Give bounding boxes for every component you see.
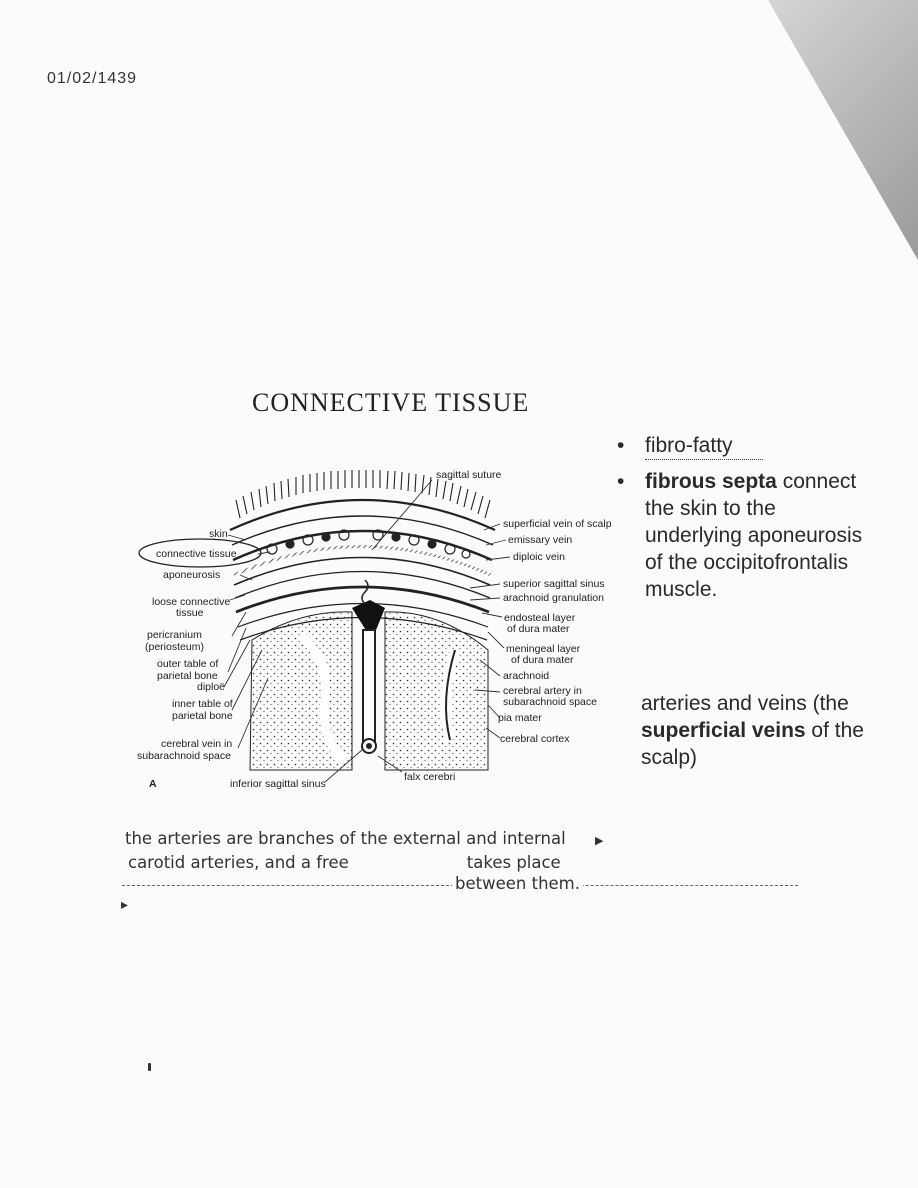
label-cerebral-vein-2: subarachnoid space xyxy=(137,750,231,762)
label-outer-table-1: outer table of xyxy=(157,658,219,670)
label-skin: skin xyxy=(209,528,228,540)
label-superior-sagittal-sinus: superior sagittal sinus xyxy=(503,578,605,590)
arrow-right-icon: ▶ xyxy=(595,835,604,847)
bullet-text-fibro-fatty: fibro-fatty xyxy=(645,432,763,460)
caption-line-3: between them. xyxy=(452,874,583,893)
label-diploe: diploë xyxy=(197,681,226,693)
note-text-1: arteries and veins (the xyxy=(641,692,849,715)
bullet-dot-icon: • xyxy=(617,470,625,493)
arrow-marker-icon: ▸ xyxy=(121,896,129,912)
arteries-veins-note xyxy=(641,690,871,771)
page-title: CONNECTIVE TISSUE xyxy=(252,388,530,417)
label-loose-connective-1: loose connective xyxy=(152,596,231,608)
bullet-item-fibro-fatty xyxy=(617,432,877,460)
label-connective-tissue: connective tissue xyxy=(156,548,237,560)
bullet-text-fibrous-septa: connect the skin to the underlying aponeurosis of the occipitofrontalis muscle. xyxy=(645,470,863,601)
note-text-2: of the scalp) xyxy=(641,719,864,769)
caption-line-1: the arteries are branches of the external and internal xyxy=(125,829,566,848)
label-endosteal-2: of dura mater xyxy=(507,623,570,635)
label-inner-table-1: inner table of xyxy=(172,698,233,710)
label-emissary-vein: emissary vein xyxy=(508,534,573,546)
label-pericranium-1: pericranium xyxy=(147,629,202,641)
note-bold-superficial-veins: superficial veins xyxy=(641,719,806,742)
bullet-list xyxy=(617,432,877,603)
bullet-dot-icon: • xyxy=(617,434,625,457)
label-cerebral-vein-1: cerebral vein in xyxy=(161,738,233,750)
label-cerebral-artery-2: subarachnoid space xyxy=(503,696,597,708)
caption-line-2-part-b: takes place xyxy=(466,853,561,872)
label-superficial-vein: superficial vein of scalp xyxy=(503,518,612,530)
label-meningeal-1: meningeal layer xyxy=(506,643,581,655)
label-loose-connective-2: tissue xyxy=(176,607,204,619)
caption-line-2 xyxy=(128,853,561,872)
label-outer-table-2: parietal bone xyxy=(157,670,218,682)
label-inner-table-2: parietal bone xyxy=(172,710,233,722)
label-sagittal-suture: sagittal suture xyxy=(436,469,502,481)
label-pericranium-2: (periosteum) xyxy=(145,641,204,653)
scan-speck xyxy=(148,1063,151,1071)
label-figure-letter: A xyxy=(149,778,157,790)
bullet-item-fibrous-septa xyxy=(617,468,877,603)
caption-line-2-part-a: carotid arteries, and a free xyxy=(128,853,349,872)
label-endosteal-1: endosteal layer xyxy=(504,612,576,624)
label-aponeurosis: aponeurosis xyxy=(163,569,221,581)
label-falx-cerebri: falx cerebri xyxy=(404,771,456,783)
label-meningeal-2: of dura mater xyxy=(511,654,574,666)
label-arachnoid: arachnoid xyxy=(503,670,550,682)
date-stamp: 01/02/1439 xyxy=(47,70,138,87)
label-cerebral-artery-1: cerebral artery in xyxy=(503,685,582,697)
label-pia-mater: pia mater xyxy=(498,712,542,724)
label-cerebral-cortex: cerebral cortex xyxy=(500,733,570,745)
label-arachnoid-granulation: arachnoid granulation xyxy=(503,592,604,604)
falx-cerebri xyxy=(352,580,385,753)
label-inferior-sagittal-sinus: inferior sagittal sinus xyxy=(230,778,326,790)
bullet-bold-fibrous-septa: fibrous septa xyxy=(645,470,777,493)
label-diploic-vein: diploic vein xyxy=(513,551,565,563)
